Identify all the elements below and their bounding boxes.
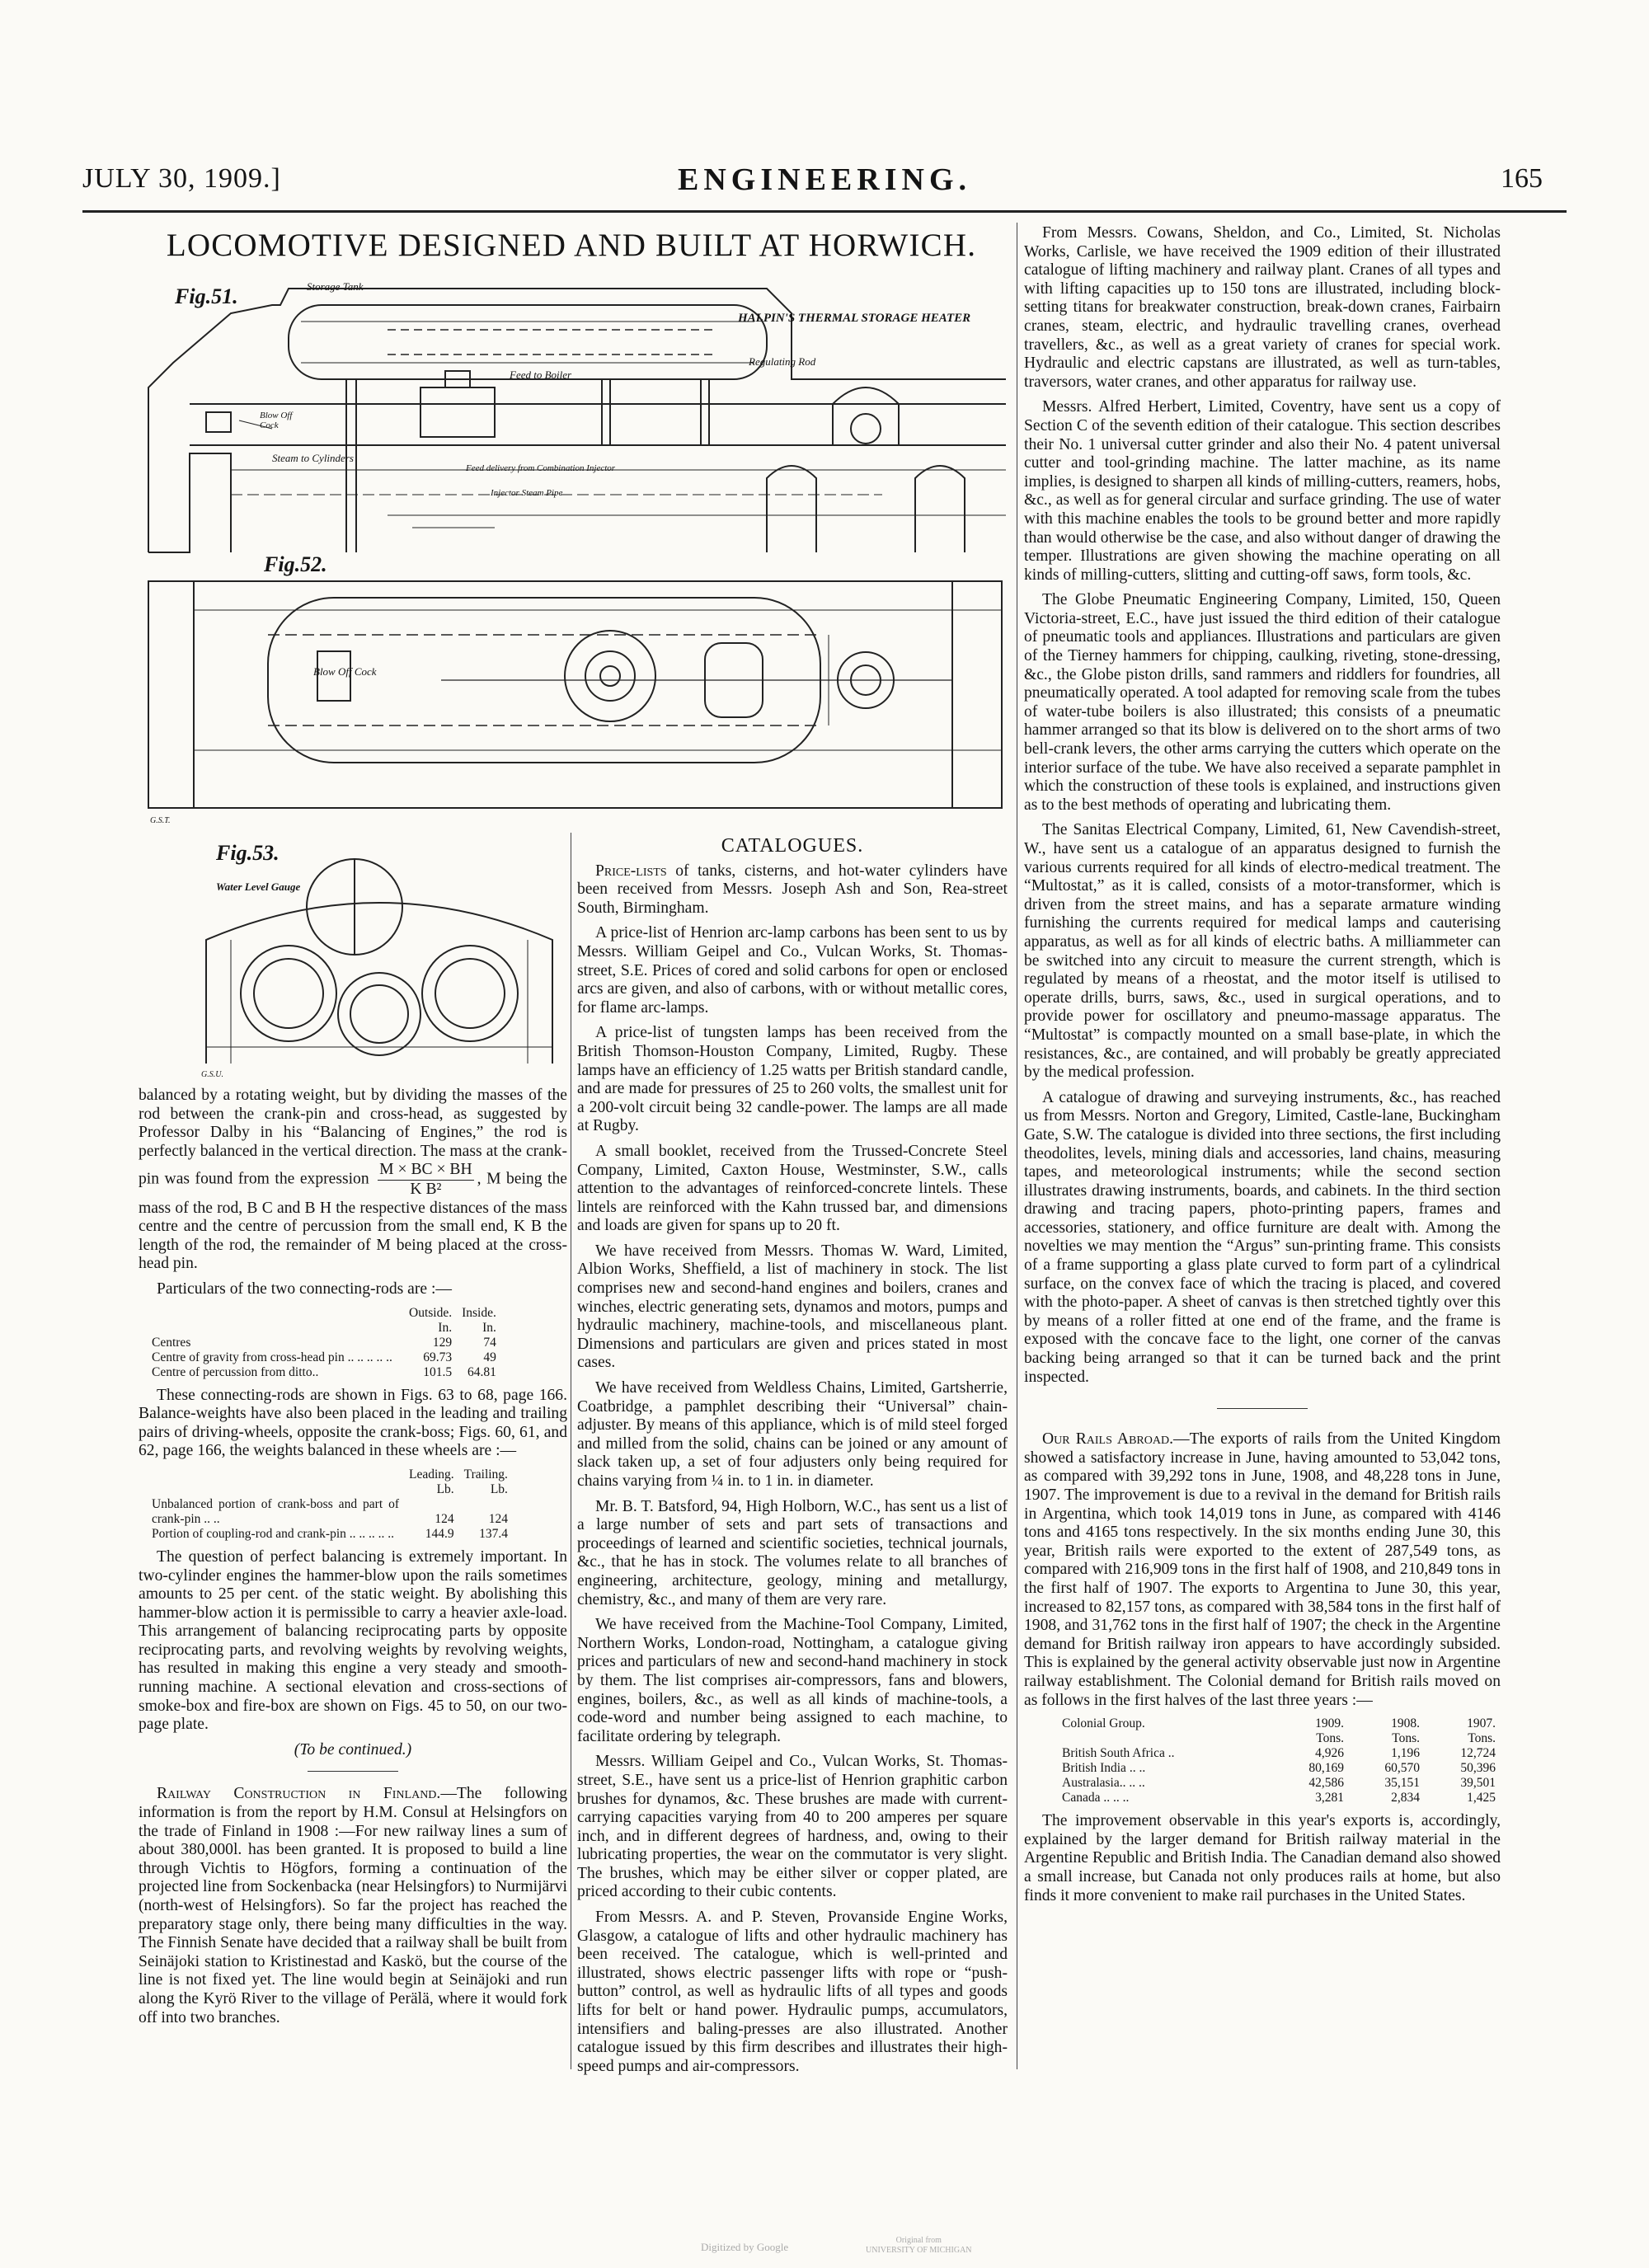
catalogue-item: The Globe Pneumatic Engineering Company, Limited, 150, Queen Victoria-street, E.C., have just issued the third edition of their catalogue of pneumatic tools and appliances. Illustrations and particulars are given of the Tierney hammers for chipping, caulking, riveting, stone-dressing, &c., the Globe piston drills, sand rammers and riddlers for foundries, all pneumatically operated. A tool adapted for removing scale from the tubes of water-tube boilers is also illustrated; this consists of a pneumatic hammer arranged so that its blow is delivered on to the short arms of two bell-crank levers, the other arms carrying the cutters which operate on the interior surface of the tube. We have also received a separate pamphlet in which the construction of these tools is explained, and instructions given as to the best methods of operating and lubricating them.: [1024, 591, 1501, 814]
fig51-regulating-rod-label: Regulating Rod: [749, 355, 816, 368]
fig52-drawing: [144, 577, 1006, 812]
fig51-label: Fig.51.: [175, 284, 238, 308]
fig52-engraver-tag: G.S.T.: [150, 816, 171, 825]
catalogue-item: A catalogue of drawing and surveying instruments, &c., has reached us from Messrs. Norton and Gregory, Limited, Castle-lane, Buckingham Gate, S.W. The catalogue is divided into three sections, the first including theodolites, levels, mining dials and accessories, land chains, measuring tapes, and meteorological instruments; while the second section illustrates drawing instruments, boards, and cabinets. In the third section drawing and tracing papers, photo-printing papers, frames and accessories, stationery, and office furniture are dealt with. Among the novelties we may mention the “Argus” sun-printing frame. This consists of a frame supporting a glass plate curved to form part of a cylindrical surface, on the convex face of which the tracing is placed, and covered with the photo-paper. A sheet of canvas is then stretched tightly over this by means of a roller fitted at one end of the frame, and the frame is exposed with the concave face to the light, one corner of the canvas backing being arranged so that it can be turned back and the print inspected.: [1024, 1088, 1501, 1386]
fig51-feed-delivery-label: Feed delivery from Combination Injector: [466, 463, 616, 473]
fig52-blow-off-cock-label: Blow Off Cock: [313, 665, 377, 678]
digitized-watermark: Digitized by Google: [701, 2241, 789, 2253]
catalogue-item: We have received from Messrs. Thomas W. Ward, Limited, Albion Works, Sheffield, a list of machinery in stock. The list comprises new and second-hand engines and boilers, cranes and winches, electric generating sets, dynamos and motors, pumps and hydraulic machinery, machine-tools, and miscellaneous plant. Dimensions and particulars are given and prices stated in most cases.: [577, 1242, 1008, 1372]
table-row: Australasia.. .. .. 42,586 35,151 39,501: [1062, 1776, 1496, 1791]
fig53-engraver-tag: G.S.U.: [201, 1070, 223, 1079]
to-be-continued: (To be continued.): [294, 1740, 412, 1759]
rails-abroad-heading: Our Rails Abroad.: [1042, 1430, 1173, 1449]
table-row: Canada .. .. .. 3,281 2,834 1,425: [1062, 1791, 1496, 1805]
section-divider: [308, 1771, 398, 1772]
catalogue-item: We have received from Weldless Chains, Limited, Gartsherrie, Coatbridge, a pamphlet describing their “Universal” chain-adjuster. By means of this appliance, which is of mild steel forged and milled from the solid, chains can be joined or any amount of slack taken up, a set of four adjusters only being required for chains varying from ¼ in. to 1 in. in diameter.: [577, 1379, 1008, 1490]
section-divider: [1217, 1408, 1308, 1409]
table-row: Centres 129 74: [152, 1335, 496, 1350]
catalogue-item: From Messrs. A. and P. Steven, Provanside Engine Works, Glasgow, a catalogue of lifts and other hydraulic machinery has been received. The catalogue, which is well-printed and illustrated, shows electric passenger lifts with rope or “push-button” control, as well as hydraulic lifts of all types and goods lifts for belt or hand power. Hydraulic pumps, accumulators, intensifiers and baling-presses are also illustrated. Another catalogue issued by this firm describes and illustrates their high-speed pumps and air-compressors.: [577, 1909, 1008, 2075]
original-source-watermark: Original from UNIVERSITY OF MICHIGAN: [866, 2236, 972, 2255]
catalogue-item: We have received from the Machine-Tool Company, Limited, Northern Works, London-road, Nottingham, a catalogue giving prices and particulars of new and second-hand machinery in stock by them. The list comprises air-compressors, fans and blowers, engines, boilers, &c., as well as all kinds of machine-tools, a code-word and number being assigned to each machine, to facilitate ordering by telegraph.: [577, 1616, 1008, 1745]
table-row: Portion of coupling-rod and crank-pin .. .. .. .. .. 144.9 137.4: [152, 1526, 508, 1541]
fig51-heater-caption: HALPIN'S THERMAL STORAGE HEATER: [738, 312, 971, 325]
journal-title: ENGINEERING.: [678, 162, 971, 197]
connecting-rods-intro: Particulars of the two connecting-rods are :—: [157, 1280, 453, 1298]
issue-date: JULY 30, 1909.]: [82, 163, 281, 194]
catalogue-item: A small booklet, received from the Trussed-Concrete Steel Company, Limited, Caxton House, Westminster, S.W., calls attention to the advantages of reinforced-concrete lintels. These lintels are reinforced with the Kahn trussed bar, and dimensions and loads are given for spans up to 20 ft.: [577, 1142, 1008, 1235]
mass-formula: $\frac{M \times BC \times BH}{\text{K B²}}$: [379, 1161, 472, 1198]
header-rule: [82, 210, 1567, 213]
catalogues-heading: CATALOGUES.: [721, 835, 864, 857]
rails-abroad-paragraph: Our Rails Abroad.—The exports of rails from the United Kingdom showed a satisfactory increase in June, having amounted to 53,042 tons, as compared with 39,292 tons in June, 1908, and 48,228 tons in June, 1907. The improvement is due to a revival in the demand for British rails in Argentina, which took 14,019 tons in June, as compared with 4146 tons and 4165 tons respectively. In the six months ending June 30, this year, British rails were exported to the extent of 287,549 tons, as compared with 216,909 tons in the first half of 1908, and 210,849 tons in the first half of 1907. The exports to Argentina to June 30, this year, increased to 82,157 tons, as compared with 38,584 tons in the first half of 1908, and 31,762 tons in the first half of 1907; the check in the Argentine demand for British railway iron appears to have accordingly subsided. This is explained by the general activity observable just now in Argentine railway establishment. The Colonial demand for British rails moved on as follows in the first halves of the last three years :—: [1024, 1430, 1501, 1709]
page-number: 165: [1501, 163, 1543, 194]
catalogue-item: Mr. B. T. Batsford, 94, High Holborn, W.C., has sent us a list of a large number of sets and part sets of transactions and proceedings of learned and scientific societies, technical journals, &c., that he has in stock. The volumes relate to all branches of engineering, architecture, geology, mining and metallurgy, chemistry, &c., and many of them are very rare.: [577, 1497, 1008, 1608]
fig51-steam-to-cylinders-label: Steam to Cylinders: [272, 452, 354, 464]
catalogue-item: A price-list of tungsten lamps has been received from the British Thomson-Houston Company, Limited, Rugby. These lamps have an efficiency of 1.25 watts per British standard candle, and are made for pressures of 25 to 260 volts, the smallest unit for a 200-volt circuit being 32 candle-power. The lamps are all made at Rugby.: [577, 1024, 1008, 1135]
catalogue-item: From Messrs. Cowans, Sheldon, and Co., Limited, St. Nicholas Works, Carlisle, we have received the 1909 edition of their illustrated catalogue of lifting machinery and railway plant. Cranes of all types and with lifting capacities up to 150 tons are illustrated, including block-setting titans for breakwater construction, break-down cranes, Fairbairn cranes, steam, electric, and hydraulic travelling cranes, overhead travellers, &c., as well as a great variety of cranes for special work. Hydraulic and electric capstans are illustrated, as well as turn-tables, traversors, water cranes, and other apparatus for railway use.: [1024, 224, 1501, 391]
fig53-water-gauge-label: Water Level Gauge: [216, 880, 301, 893]
catalogue-item: The Sanitas Electrical Company, Limited, 61, New Cavendish-street, W., have sent us a catalogue of an apparatus designed to furnish the various currents required for all kinds of electro-medical treatment. The “Multostat,” as it is called, consists of a motor-transformer, which is driven from the street mains, and has a separate armature winding furnishing the currents required for medical lamps and cauterising apparatus, as well as for all kinds of electric baths. A milliammeter can be switched into any circuit to measure the current strength, which is regulated by means of a rheostat, and the motor itself is utilised to operate drills, burrs, saws, &c., used in surgical operations, and to provide power for oscillatory and pneumo-massage apparatus. The “Multostat” is compactly mounted on a small base-plate, in which the resistances, &c., are contained, and will probably be greatly appreciated by the medical profession.: [1024, 821, 1501, 1082]
fig51-blow-off-cock-label: Blow Off Cock: [260, 411, 293, 430]
fig51-injector-steam-pipe-label: Injector Steam Pipe: [491, 488, 563, 498]
catalogue-item: A price-list of Henrion arc-lamp carbons has been sent to us by Messrs. William Geipel and Co., Vulcan Works, St. Thomas-street, S.E. Prices of cored and solid carbons for open or enclosed arcs are given, and also of carbons, with or without metallic cores, for flame arc-lamps.: [577, 924, 1008, 1017]
table-row: Unbalanced portion of crank-boss and part of crank-pin .. .. 124 124: [152, 1496, 508, 1526]
colonial-rails-table: Colonial Group. 1909. 1908. 1907. Tons. Tons. Tons. British South Africa .. 4,926 1,196 12,724 British India .. .. 80,169 60,570 50,396 Australasia.. .. .. 42,586 35,151 39,501 Canada .. .. .. 3,281 2,834 1,425: [1057, 1716, 1501, 1805]
catalogue-item: Messrs. William Geipel and Co., Vulcan Works, St. Thomas-street, S.E., have sent us a price-list of Henrion graphitic carbon brushes for dynamos, &c. These brushes are made with current-carrying capacities varying from 40 to 200 amperes per square inch, and in different degrees of hardness, and, owing to their lubricating properties, the wear on the commutator is very slight. The brushes, which may be either silver or copper plated, are priced according to their cubic contents.: [577, 1753, 1008, 1901]
balancing-paragraph: balanced by a rotating weight, but by dividing the masses of the rod between the crank-pin and cross-head, as suggested by Professor Dalby in his “Balancing of Engines,” the rod is perfectly balanced in the vertical direction. The mass at the crank-pin was found from the expression $\frac{M \times BC \times BH}{\text{K B²}}$ , M being the mass of the rod, B C and B H the respective distances of the mass centre and the centre of percussion from the small end, K B the length of the rod, the remainder of M being placed at the cross-head pin.: [139, 1087, 567, 1273]
rails-conclusion-paragraph: The improvement observable in this year's exports is, accordingly, explained by the larger demand for British railway material in the Argentine Republic and British India. The Canadian demand also showed a small increase, but Canada not only produces rails at home, but also finds it more convenient to make rail purchases in the United States.: [1024, 1812, 1501, 1904]
catalogue-item: Messrs. Alfred Herbert, Limited, Coventry, have sent us a copy of Section C of the seventh edition of their catalogue. This section describes their No. 1 universal cutter grinder and also their No. 4 patent universal cutter and tool-grinding machine. The latter machine, as its name implies, is designed to sharpen all kinds of milling-cutters, reamers, hobs, &c., as well as for general circular and surface grinding. The use of water with this machine enables the tools to be ground better and more rapidly than would otherwise be the case, and also without danger of drawing the temper. Illustrations are given showing the machine operating on all kinds of milling-cutters, slitting and cutting-off saws, form tools, &c.: [1024, 398, 1501, 584]
article-title: LOCOMOTIVE DESIGNED AND BUILT AT HORWICH.: [166, 228, 977, 263]
table-row: British India .. .. 80,169 60,570 50,396: [1062, 1761, 1496, 1776]
catalogue-item: Price-lists of tanks, cisterns, and hot-water cylinders have been received from Messrs. Joseph Ash and Son, Rea-street South, Birmingham.: [577, 862, 1008, 917]
fig51-storage-tank-label: Storage Tank: [307, 280, 364, 293]
table-row: Centre of percussion from ditto.. 101.5 64.81: [152, 1364, 496, 1379]
hammer-blow-paragraph: The question of perfect balancing is extremely important. In two-cylinder engines the hammer-blow upon the rails sometimes amounts to 25 per cent. of the static weight. By abolishing this hammer-blow action it is permissible to carry a heavier axle-load. This arrangement of balancing reciprocating parts by opposite reciprocating parts, and revolving weights by revolving weights, has resulted in making this engine a very steady and smooth-running machine. A sectional elevation and cross-sections of smoke-box and fire-box are shown on Figs. 45 to 50, on our two-page plate.: [139, 1547, 567, 1734]
finland-paragraph: Railway Construction in Finland.—The following information is from the report by H.M. Consul at Helsingfors on the trade of Finland in 1908 :—For new railway lines a sum of about 380,000l. has been granted. It is proposed to build a line through Vichtis to Högfors, forming a continuation of the projected line from Sockenbacka (near Helsingfors) to Nurmijärvi (north-west of Helsingfors). So far the project has reached the preparatory stage only, there being many difficulties in the way. The Finnish Senate have decided that a railway shall be built from Seinäjoki station to Kristinestad and Kaskö, but the course of the line is not fixed yet. The line would begin at Seinäjoki and run along the Kyrö River to the village of Perälä, where it would fork off into two branches.: [139, 1785, 567, 2026]
catalogues-column: [577, 837, 1008, 2083]
fig53-label: Fig.53.: [216, 841, 280, 865]
right-column: [1024, 224, 1501, 1912]
table-row: Centre of gravity from cross-head pin .. .. .. .. .. 69.73 49: [152, 1350, 496, 1364]
fig51-feed-to-boiler-label: Feed to Boiler: [510, 369, 572, 381]
balance-weights-table: Leading. Trailing. Lb. Lb. Unbalanced portion of crank-boss and part of crank-pin .. .. 124 124 Portion of coupling-rod and crank-pin .. .. .. .. .. 144.9 137.4: [147, 1467, 513, 1542]
left-column: [139, 1087, 567, 2034]
finland-heading: Railway Construction in Finland.: [157, 1785, 441, 1803]
connecting-rods-table: Outside. Inside. In. In. Centres 129 74 Centre of gravity from cross-head pin .. .. .. .. .. 69.73 49 Centre of percussion from ditto.. 101.5 64.81: [147, 1306, 501, 1380]
fig52-label: Fig.52.: [264, 552, 327, 576]
table-row: British South Africa .. 4,926 1,196 12,724: [1062, 1746, 1496, 1761]
balance-weights-paragraph: These connecting-rods are shown in Figs. 63 to 68, page 166. Balance-weights have also been placed in the leading and trailing pairs of driving-wheels, opposite the crank-boss; Figs. 60, 61, and 62, page 166, the weights balanced in these wheels are :—: [139, 1386, 567, 1460]
